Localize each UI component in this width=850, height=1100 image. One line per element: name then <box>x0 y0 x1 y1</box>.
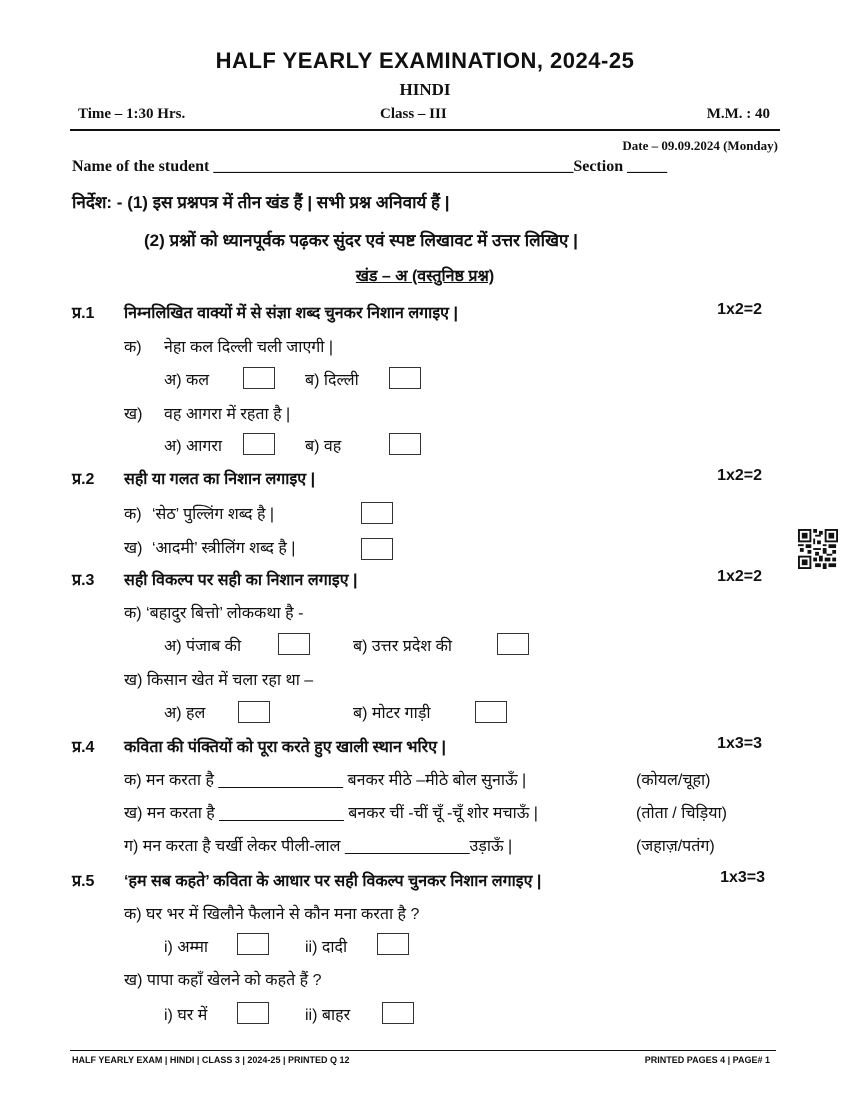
option-label: अ) आगरा <box>164 438 223 455</box>
answer-checkbox[interactable] <box>389 433 421 455</box>
part-label: ख) <box>124 540 143 557</box>
part-text: ख) पापा कहाँ खेलने को कहते हैं ? <box>124 972 322 989</box>
hint-text: (जहाज़/पतंग) <box>636 838 715 855</box>
option-label: अ) पंजाब की <box>164 638 242 655</box>
answer-checkbox[interactable] <box>377 933 409 955</box>
part-text: क) ‘बहादुर बित्तो’ लोककथा है - <box>124 605 304 622</box>
question-number: प्र.2 <box>72 471 95 488</box>
qr-code-icon <box>798 529 838 569</box>
part-text: नेहा कल दिल्ली चली जाएगी | <box>164 339 334 356</box>
footer-right: PRINTED PAGES 4 | PAGE# 1 <box>644 1055 770 1065</box>
question-text: सही विकल्प पर सही का निशान लगाइए | <box>124 572 358 589</box>
question-number: प्र.1 <box>72 305 95 322</box>
option-label: ब) दिल्ली <box>305 372 359 389</box>
answer-checkbox[interactable] <box>382 1002 414 1024</box>
part-label: क) <box>124 506 142 523</box>
question-marks: 1x3=3 <box>720 869 765 886</box>
answer-checkbox[interactable] <box>497 633 529 655</box>
true-false-checkbox[interactable] <box>361 502 393 524</box>
answer-checkbox[interactable] <box>238 701 270 723</box>
part-text: क) घर भर में खिलौने फैलाने से कौन मना करता है ? <box>124 906 420 923</box>
option-label: अ) कल <box>164 372 210 389</box>
student-name-field[interactable]: Name of the student _____________________________________________Section _____ <box>72 158 668 175</box>
option-label: ii) बाहर <box>305 1007 351 1024</box>
fill-blank-line[interactable]: क) मन करता है ______________ बनकर मीठे –मीठे बोल सुनाऊँ | <box>124 772 527 789</box>
answer-checkbox[interactable] <box>243 367 275 389</box>
answer-checkbox[interactable] <box>475 701 507 723</box>
section-heading <box>0 264 850 286</box>
question-marks: 1x2=2 <box>717 301 762 318</box>
option-label: ब) वह <box>305 438 342 455</box>
question-text: निम्नलिखित वाक्यों में से संज्ञा शब्द चुनकर निशान लगाइए | <box>124 305 458 322</box>
max-marks: M.M. : 40 <box>706 106 770 122</box>
fill-blank-line[interactable]: ख) मन करता है ______________ बनकर चीं -चीं चूँ -चूँ शोर मचाऊँ | <box>124 805 538 822</box>
hint-text: (कोयल/चूहा) <box>636 772 711 789</box>
question-marks: 1x3=3 <box>717 735 762 752</box>
answer-checkbox[interactable] <box>389 367 421 389</box>
option-label: i) घर में <box>164 1007 208 1024</box>
question-marks: 1x2=2 <box>717 467 762 484</box>
option-label: i) अम्मा <box>164 939 209 956</box>
instruction-2: (2) प्रश्नों को ध्यानपूर्वक पढ़कर सुंदर एवं स्पष्ट लिखावट में उत्तर लिखिए | <box>144 231 578 250</box>
answer-checkbox[interactable] <box>237 1002 269 1024</box>
footer-divider <box>70 1050 776 1051</box>
part-label: ख) <box>124 406 143 423</box>
exam-date: Date – 09.09.2024 (Monday) <box>622 138 778 153</box>
exam-time: Time – 1:30 Hrs. <box>78 106 186 122</box>
option-label: ii) दादी <box>305 939 348 956</box>
exam-title: HALF YEARLY EXAMINATION, 2024-25 <box>215 48 635 73</box>
footer-left: HALF YEARLY EXAM | HINDI | CLASS 3 | 2024-25 | PRINTED Q 12 <box>72 1055 350 1065</box>
section-title: खंड – अ (वस्तुनिष्ठ प्रश्न) <box>355 268 495 285</box>
question-number: प्र.5 <box>72 873 95 890</box>
instruction-1: निर्देश: - (1) इस प्रश्नपत्र में तीन खंड हैं | सभी प्रश्न अनिवार्य हैं | <box>72 193 450 212</box>
question-marks: 1x2=2 <box>717 568 762 585</box>
answer-checkbox[interactable] <box>243 433 275 455</box>
option-label: ब) उत्तर प्रदेश की <box>353 638 453 655</box>
part-text: ‘सेठ’ पुल्लिंग शब्द है | <box>152 506 275 523</box>
answer-checkbox[interactable] <box>278 633 310 655</box>
question-number: प्र.4 <box>72 739 95 756</box>
question-text: ‘हम सब कहते’ कविता के आधार पर सही विकल्प चुनकर निशान लगाइए | <box>124 873 542 890</box>
option-label: ब) मोटर गाड़ी <box>353 705 431 722</box>
part-label: क) <box>124 339 142 356</box>
part-text: वह आगरा में रहता है | <box>164 406 291 423</box>
question-text: कविता की पंक्तियों को पूरा करते हुए खाली स्थान भरिए | <box>124 739 446 756</box>
answer-checkbox[interactable] <box>237 933 269 955</box>
fill-blank-line[interactable]: ग) मन करता है चर्खी लेकर पीली-लाल ______________उड़ाऊँ | <box>124 838 513 855</box>
true-false-checkbox[interactable] <box>361 538 393 560</box>
option-label: अ) हल <box>164 705 206 722</box>
exam-class: Class – III <box>380 106 447 122</box>
part-text: ‘आदमी’ स्त्रीलिंग शब्द है | <box>152 540 296 557</box>
subject-title: HINDI <box>399 80 451 99</box>
question-text: सही या गलत का निशान लगाइए | <box>124 471 316 488</box>
part-text: ख) किसान खेत में चला रहा था – <box>124 672 314 689</box>
hint-text: (तोता / चिड़िया) <box>636 805 727 822</box>
question-number: प्र.3 <box>72 572 95 589</box>
header-divider <box>70 129 780 131</box>
